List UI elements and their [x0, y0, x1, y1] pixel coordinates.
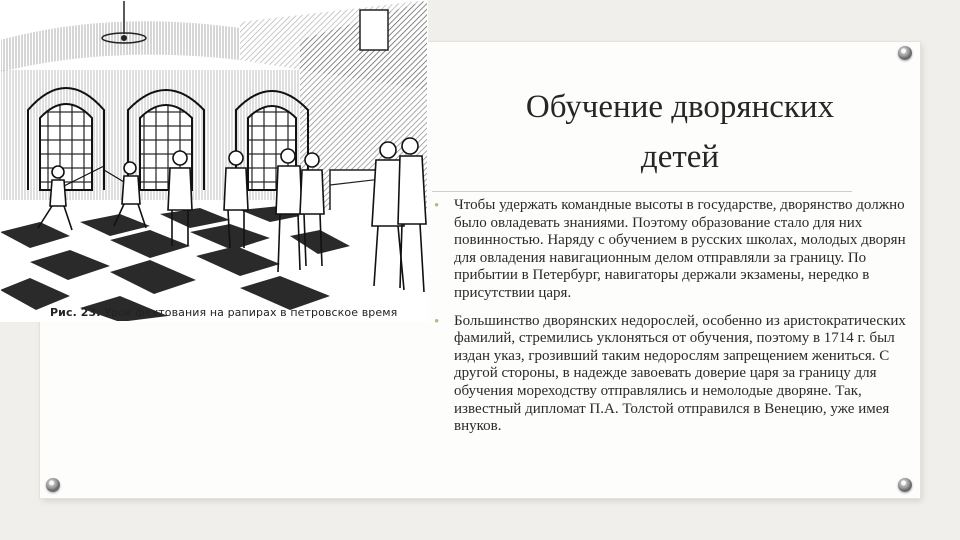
- figure-label: Рис. 23.: [50, 306, 101, 319]
- pushpin-icon: [898, 478, 912, 492]
- list-item: [434, 197, 916, 303]
- pushpin-icon: [46, 478, 60, 492]
- slide-title: [446, 82, 914, 182]
- figure-caption: [50, 306, 420, 319]
- list-item: [434, 313, 916, 436]
- slide-title-line: детей: [640, 139, 720, 175]
- pushpin-icon: [898, 46, 912, 60]
- bullet-list: [434, 197, 916, 446]
- bullet-icon: •: [434, 313, 440, 330]
- bullet-icon: •: [434, 198, 440, 214]
- slide-title-line: Обучение дворянских: [525, 89, 835, 125]
- fencing-lesson-illustration: [0, 0, 428, 322]
- list-item-text: Большинство дворянских недорослей, особенно из аристократических фамилий, стремились уклоняться от обучения, поэтому в 1714 г. был издан указ, грозивший таким недорослям запрещением жениться. С другой стороны, в надежде завоевать доверие царя за границу для обучения мореходству отправлялись и немолодые дворяне. Так, известный дипломат П.А. Толстой отправился в Венецию, уже имея внуков.: [454, 312, 906, 435]
- figure-caption-text: Урок фехтования на рапирах в петровское время: [104, 306, 398, 319]
- list-item-text: Чтобы удержать командные высоты в государстве, дворянство должно было овладевать знаниями. Поэтому образование стало для них повинностью. Наряду с обучением в русских школах, молодых дворян для овладения навигационным делом отправляли за границу. По прибытии в Петербург, навигаторы держали экзамены, нередко в присутствии царя.: [454, 197, 906, 301]
- title-divider: [432, 191, 852, 192]
